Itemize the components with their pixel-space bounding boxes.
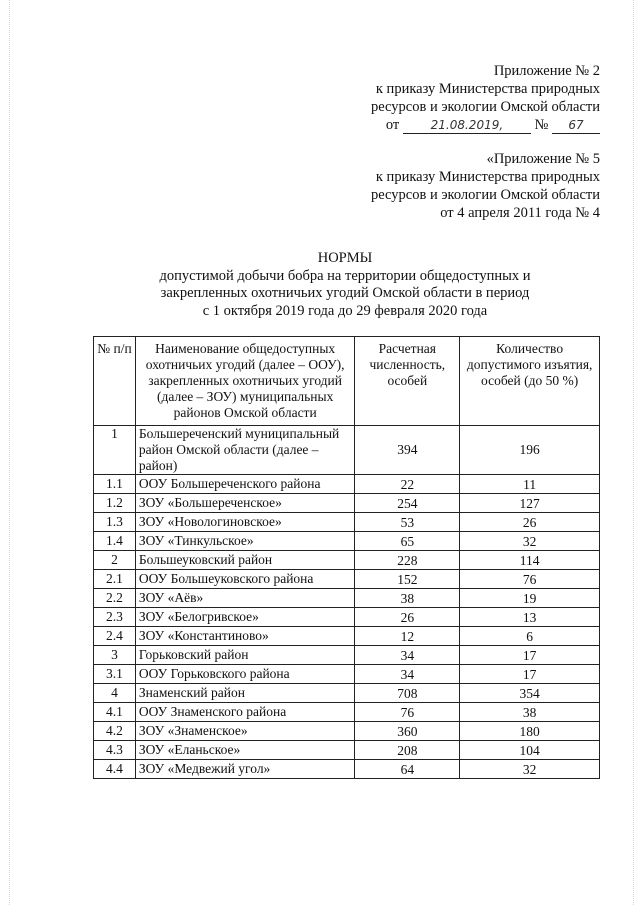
annex-header-original [371,150,600,222]
row-name: ЗОУ «Тинкульское» [135,532,355,551]
row-number: 2.4 [94,627,136,646]
row-allowed: 13 [460,608,600,627]
table-row [94,684,600,703]
original-order-line: к приказу Министерства природных [375,169,600,185]
table-row [94,760,600,779]
annex-ministry-line: ресурсов и экологии Омской области [371,99,600,115]
row-name: Знаменский район [135,684,355,703]
row-name: ООУ Горьковского района [135,665,355,684]
table-header-row [94,337,600,426]
row-allowed: 32 [460,532,600,551]
row-allowed: 38 [460,703,600,722]
row-count: 22 [355,475,460,494]
row-name: ООУ Большереченского района [135,475,355,494]
row-count: 208 [355,741,460,760]
row-allowed: 17 [460,646,600,665]
row-number: 3 [94,646,136,665]
table-row [94,741,600,760]
row-number: 2.1 [94,570,136,589]
row-name: ЗОУ «Медвежий угол» [135,760,355,779]
row-number: 1.4 [94,532,136,551]
row-name: Большеуковский район [135,551,355,570]
original-ministry-line: ресурсов и экологии Омской области [371,187,600,203]
annex-order-line: к приказу Министерства природных [375,81,600,97]
annex-title: Приложение № 2 [493,63,600,79]
table-row [94,703,600,722]
row-count: 228 [355,551,460,570]
row-allowed: 11 [460,475,600,494]
row-allowed: 26 [460,513,600,532]
table-row [94,426,600,475]
annex-date-line [371,116,600,134]
row-count: 34 [355,665,460,684]
row-name: ЗОУ «Знаменское» [135,722,355,741]
row-allowed: 76 [460,570,600,589]
handwritten-number: 67 [552,118,600,134]
table-row [94,494,600,513]
row-count: 708 [355,684,460,703]
row-count: 360 [355,722,460,741]
table-row [94,570,600,589]
table-row [94,665,600,684]
row-allowed: 127 [460,494,600,513]
row-number: 4.4 [94,760,136,779]
row-allowed: 32 [460,760,600,779]
table-row [94,627,600,646]
row-allowed: 114 [460,551,600,570]
row-count: 394 [355,426,460,475]
row-number: 2 [94,551,136,570]
title-line-4: с 1 октября 2019 года до 29 февраля 2020 года [202,302,488,319]
row-allowed: 196 [460,426,600,475]
row-number: 1.1 [94,475,136,494]
table-row [94,475,600,494]
table-row [94,551,600,570]
table-row [94,608,600,627]
row-number: 1 [94,426,136,475]
table-row [94,589,600,608]
row-name: ЗОУ «Аёв» [135,589,355,608]
row-name: ООУ Знаменского района [135,703,355,722]
row-number: 2.3 [94,608,136,627]
title-heading: НОРМЫ [317,250,373,266]
from-label: от [385,117,400,133]
row-allowed: 6 [460,627,600,646]
row-count: 34 [355,646,460,665]
row-number: 4.3 [94,741,136,760]
header-count: Расчетная численность, особей [355,337,460,426]
row-name: ЗОУ «Большереченское» [135,494,355,513]
page-edge-left [9,0,10,905]
row-count: 65 [355,532,460,551]
row-count: 64 [355,760,460,779]
header-number: № п/п [94,337,136,426]
row-name: ЗОУ «Новологиновское» [135,513,355,532]
row-number: 4.1 [94,703,136,722]
row-count: 254 [355,494,460,513]
row-allowed: 19 [460,589,600,608]
original-date-line: от 4 апреля 2011 года № 4 [440,205,600,221]
original-annex-title: «Приложение № 5 [486,151,600,167]
row-count: 152 [355,570,460,589]
page-edge-right [633,0,634,905]
title-line-3: закрепленных охотничьих угодий Омской области в период [160,285,530,301]
row-name: Большереченский муниципальный район Омской области (далее – район) [135,426,355,475]
row-number: 2.2 [94,589,136,608]
row-count: 76 [355,703,460,722]
row-name: ЗОУ «Константиново» [135,627,355,646]
title-line-2: допустимой добычи бобра на территории общедоступных и [159,267,531,284]
row-allowed: 180 [460,722,600,741]
table-row [94,722,600,741]
row-count: 26 [355,608,460,627]
header-name: Наименование общедоступных охотничьих угодий (далее – ООУ), закрепленных охотничьих угодий (далее – ЗОУ) муниципальных районов Омской области [135,337,355,426]
table-row [94,646,600,665]
quota-table [93,336,600,779]
row-count: 38 [355,589,460,608]
row-number: 1.2 [94,494,136,513]
row-name: ООУ Большеуковского района [135,570,355,589]
row-number: 1.3 [94,513,136,532]
row-name: ЗОУ «Еланьское» [135,741,355,760]
row-allowed: 354 [460,684,600,703]
row-number: 4.2 [94,722,136,741]
document-title [90,250,600,320]
handwritten-date: 21.08.2019, [403,118,531,134]
table-row [94,532,600,551]
header-allowed: Количество допустимого изъятия, особей (до 50 %) [460,337,600,426]
row-allowed: 104 [460,741,600,760]
annex-header-current [371,62,600,134]
table-row [94,513,600,532]
row-number: 3.1 [94,665,136,684]
number-label: № [534,117,549,133]
row-number: 4 [94,684,136,703]
row-count: 53 [355,513,460,532]
row-name: ЗОУ «Белогривское» [135,608,355,627]
row-count: 12 [355,627,460,646]
row-allowed: 17 [460,665,600,684]
row-name: Горьковский район [135,646,355,665]
